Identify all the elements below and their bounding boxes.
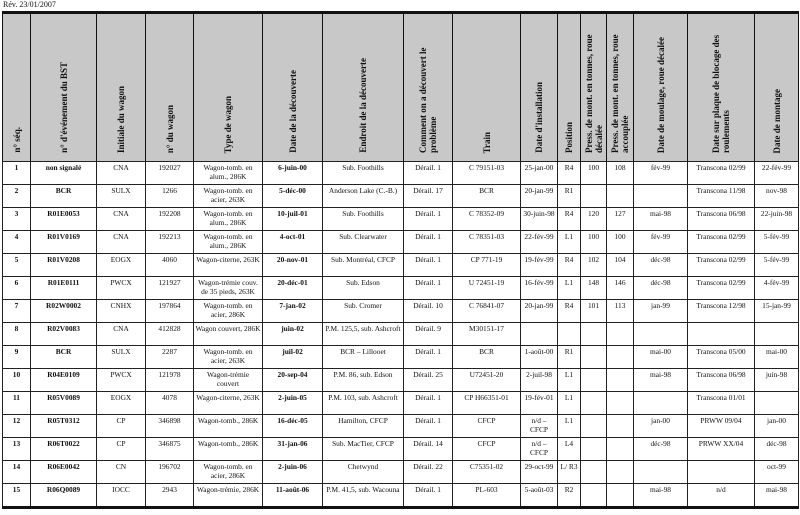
cell-press-offset [581,369,607,392]
header-col-how-discovered [404,13,453,162]
cell-train: C 79151-03 [453,162,521,185]
cell-car-initial: CNA [97,323,146,346]
cell-press-offset [581,484,607,508]
cell-car-number: 192213 [146,231,194,254]
revision-date: Rév. 23/01/2007 [3,0,56,9]
cell-car-type: Wagon-tomb. en acier, 286K [194,300,263,323]
cell-bearing-plate-date: Transcona 06/98 [688,369,755,392]
cell-discovery-date: 20-sep-04 [263,369,323,392]
cell-discovery-date: 11-août-06 [263,484,323,508]
cell-car-number: 1266 [146,185,194,208]
cell-install-date: 19-fév-01 [521,392,558,415]
header-col-position [558,13,581,162]
header-label: n° d'événement du BST [58,62,69,153]
cell-car-type: Wagon-tomb. en alum., 286K [194,208,263,231]
cell-cast-date: jan-99 [634,300,688,323]
cell-bearing-plate-date: Transcona 02/99 [688,277,755,300]
cell-bearing-plate-date: Transcona 02/99 [688,162,755,185]
cell-car-type: Wagon-tomb. en acier, 263K [194,346,263,369]
cell-mount-date: déc-98 [755,438,799,461]
cell-how-discovered: Dérail. 1 [404,231,453,254]
cell-bst-number: R06Q0089 [31,484,97,508]
table-row [3,415,799,438]
cell-bst-number: R01V0208 [31,254,97,277]
header-label: Date de la découverte [287,70,298,153]
table-row [3,438,799,461]
table-row [3,346,799,369]
cell-car-type: Wagon-citerne, 263K [194,392,263,415]
cell-discovery-location: Sub. Montréal, CFCP [323,254,404,277]
cell-press-mated [607,323,634,346]
cell-discovery-location: BCR – Lillooet [323,346,404,369]
cell-car-number: 196702 [146,461,194,484]
cell-mount-date: 22-juin-98 [755,208,799,231]
cell-train: CP H66351-01 [453,392,521,415]
cell-discovery-date: 2-juin-05 [263,392,323,415]
cell-position: L1 [558,392,581,415]
cell-how-discovered: Dérail. 25 [404,369,453,392]
cell-mount-date: 15-jan-99 [755,300,799,323]
cell-car-number: 2287 [146,346,194,369]
cell-position: R2 [558,484,581,508]
cell-position: L1 [558,277,581,300]
cell-car-type: Wagon-tomb. en alum., 286K [194,231,263,254]
cell-car-initial: IOCC [97,484,146,508]
header-label: Comment on a découvert le problème [418,47,438,153]
cell-car-number: 121978 [146,369,194,392]
cell-how-discovered: Dérail. 9 [404,323,453,346]
header-col-bst-number [31,13,97,162]
cell-discovery-date: 2-juin-06 [263,461,323,484]
cell-bst-number: R04E0109 [31,369,97,392]
cell-bst-number: R01E0111 [31,277,97,300]
table-row [3,369,799,392]
header-label: n° séq. [11,127,22,153]
cell-train: BCR [453,346,521,369]
cell-press-mated [607,415,634,438]
cell-car-initial: PWCX [97,277,146,300]
cell-bst-number: R06E0042 [31,461,97,484]
header-col-press-offset [581,13,607,162]
cell-press-mated: 127 [607,208,634,231]
cell-train: CFCP [453,415,521,438]
header-col-bearing-plate-date [688,13,755,162]
cell-press-offset [581,438,607,461]
cell-mount-date: mai-98 [755,484,799,508]
table-row [3,323,799,346]
cell-how-discovered: Dérail. 22 [404,461,453,484]
cell-bst-number: BCR [31,185,97,208]
cell-mount-date: juin-98 [755,369,799,392]
cell-bearing-plate-date: Transcona 02/99 [688,231,755,254]
cell-train: C75351-02 [453,461,521,484]
cell-bearing-plate-date: n/d [688,484,755,508]
cell-car-initial: SULX [97,346,146,369]
cell-car-initial: CN [97,461,146,484]
cell-press-offset: 100 [581,162,607,185]
header-row [3,13,799,162]
cell-train: M30151-17 [453,323,521,346]
cell-car-initial: CP [97,438,146,461]
table-row [3,300,799,323]
cell-train: C 78351-03 [453,231,521,254]
table-row [3,461,799,484]
cell-cast-date: mai-98 [634,208,688,231]
cell-car-number: 346875 [146,438,194,461]
cell-discovery-date: 7-jan-02 [263,300,323,323]
cell-cast-date: fév-99 [634,231,688,254]
cell-seq: 8 [3,323,31,346]
cell-press-offset [581,461,607,484]
cell-bearing-plate-date: Transcona 12/98 [688,300,755,323]
cell-discovery-date: juil-02 [263,346,323,369]
header-col-car-number [146,13,194,162]
cell-install-date: n/d – CFCP [521,415,558,438]
cell-press-offset [581,323,607,346]
cell-press-offset: 120 [581,208,607,231]
cell-car-initial: EOGX [97,254,146,277]
cell-mount-date: oct-99 [755,461,799,484]
cell-press-mated: 108 [607,162,634,185]
cell-car-number: 192208 [146,208,194,231]
cell-bearing-plate-date [688,461,755,484]
cell-mount-date [755,323,799,346]
cell-press-mated: 104 [607,254,634,277]
cell-mount-date: 5-fév-99 [755,254,799,277]
cell-car-type: Wagon-tomb. en acier, 286K [194,461,263,484]
header-col-train [453,13,521,162]
header-label: Date d'installation [534,82,544,153]
cell-cast-date [634,461,688,484]
cell-car-initial: CNA [97,208,146,231]
cell-install-date: 29-oct-99 [521,461,558,484]
cell-press-offset [581,392,607,415]
cell-position: R1 [558,185,581,208]
header-col-cast-date [634,13,688,162]
cell-bearing-plate-date: Transcona 01/01 [688,392,755,415]
header-col-press-mated [607,13,634,162]
cell-position: R4 [558,300,581,323]
cell-car-number: 121927 [146,277,194,300]
cell-cast-date [634,323,688,346]
cell-car-number: 4078 [146,392,194,415]
header-label: Date de montage [771,88,782,153]
cell-position: L/ R3 [558,461,581,484]
table-row [3,162,799,185]
cell-position: R1 [558,346,581,369]
cell-car-type: Wagon-tomb., 286K [194,438,263,461]
cell-seq: 12 [3,415,31,438]
cell-cast-date: mai-98 [634,369,688,392]
cell-car-initial: PWCX [97,369,146,392]
table-row [3,484,799,508]
cell-seq: 3 [3,208,31,231]
cell-seq: 1 [3,162,31,185]
header-col-seq [3,13,31,162]
cell-seq: 7 [3,300,31,323]
cell-train: PL-603 [453,484,521,508]
table-row [3,277,799,300]
cell-position: L4 [558,438,581,461]
cell-car-initial: CNHX [97,300,146,323]
cell-bearing-plate-date [688,323,755,346]
cell-position: R4 [558,208,581,231]
cell-car-number: 192027 [146,162,194,185]
cell-position: R4 [558,162,581,185]
cell-car-number: 412828 [146,323,194,346]
cell-train: BCR [453,185,521,208]
cell-install-date [521,323,558,346]
cell-press-offset [581,185,607,208]
cell-bst-number: R05T0312 [31,415,97,438]
header-label: Position [564,121,574,153]
cell-discovery-location: Chetwynd [323,461,404,484]
cell-discovery-location: Anderson Lake (C.-B.) [323,185,404,208]
cell-car-initial: SULX [97,185,146,208]
cell-install-date: 19-fév-99 [521,254,558,277]
cell-bst-number: R05V0089 [31,392,97,415]
cell-train: U 72451-19 [453,277,521,300]
cell-press-mated [607,461,634,484]
cell-discovery-date: 4-oct-01 [263,231,323,254]
table-row [3,392,799,415]
header-col-mount-date [755,13,799,162]
cell-seq: 9 [3,346,31,369]
cell-discovery-location: Sub. Cromer [323,300,404,323]
cell-seq: 5 [3,254,31,277]
cell-car-type: Wagon-citerne, 263K [194,254,263,277]
cell-cast-date: mai-00 [634,346,688,369]
cell-seq: 11 [3,392,31,415]
cell-car-type: Wagon couvert, 286K [194,323,263,346]
cell-bst-number: R01V0169 [31,231,97,254]
header-label: Press. de mont. en tonnes, roue accouplée [610,34,630,153]
cell-cast-date: déc-98 [634,438,688,461]
cell-car-type: Wagon-trémie couvert [194,369,263,392]
cell-discovery-location: Sub. MacTier, CFCP [323,438,404,461]
cell-cast-date [634,392,688,415]
cell-bearing-plate-date: Transcona 02/99 [688,254,755,277]
header-label: Date sur plaque de blocage des roulements [711,34,731,153]
cell-car-type: Wagon-tomb. en acier, 263K [194,185,263,208]
cell-car-number: 346898 [146,415,194,438]
cell-seq: 4 [3,231,31,254]
cell-mount-date: mai-00 [755,346,799,369]
cell-press-mated [607,346,634,369]
cell-cast-date: mai-98 [634,484,688,508]
cell-car-number: 197864 [146,300,194,323]
cell-mount-date: 5-fév-99 [755,231,799,254]
cell-bst-number: R06T0022 [31,438,97,461]
cell-press-mated: 100 [607,231,634,254]
cell-position: L1 [558,231,581,254]
cell-seq: 10 [3,369,31,392]
table-body [3,162,799,508]
cell-how-discovered: Dérail. 1 [404,415,453,438]
cell-discovery-location: P.M. 103, sub. Ashcroft [323,392,404,415]
header-label: Press. de mont. en tonnes, roue décalée [583,34,604,153]
cell-position: R4 [558,254,581,277]
cell-discovery-location: Sub. Edson [323,277,404,300]
cell-car-number: 2943 [146,484,194,508]
cell-seq: 15 [3,484,31,508]
table-row [3,254,799,277]
header-col-car-type [194,13,263,162]
cell-mount-date: nov-98 [755,185,799,208]
cell-discovery-date: 20-nov-01 [263,254,323,277]
cell-discovery-location: P.M. 41,5, sub. Wacouna [323,484,404,508]
cell-install-date: 20-jan-99 [521,185,558,208]
header-col-discovery-date [263,13,323,162]
cell-cast-date: fév-99 [634,162,688,185]
wheel-incident-table [2,11,799,509]
cell-car-initial: CP [97,415,146,438]
cell-discovery-location: Hamilton, CFCP [323,415,404,438]
cell-press-offset: 100 [581,231,607,254]
cell-train: CP 771-19 [453,254,521,277]
cell-press-offset: 148 [581,277,607,300]
cell-how-discovered: Dérail. 1 [404,392,453,415]
cell-press-offset [581,415,607,438]
cell-how-discovered: Dérail. 1 [404,484,453,508]
cell-car-initial: EOGX [97,392,146,415]
cell-cast-date: déc-98 [634,277,688,300]
cell-position: L1 [558,415,581,438]
cell-how-discovered: Dérail. 1 [404,277,453,300]
cell-install-date: 1-août-00 [521,346,558,369]
cell-discovery-date: 10-juil-01 [263,208,323,231]
cell-install-date: 20-jan-99 [521,300,558,323]
cell-how-discovered: Dérail. 1 [404,208,453,231]
cell-how-discovered: Dérail. 10 [404,300,453,323]
cell-bst-number: R02W0002 [31,300,97,323]
cell-discovery-location: Sub. Foothills [323,208,404,231]
cell-press-mated [607,185,634,208]
cell-bst-number: non signalé [31,162,97,185]
cell-discovery-date: 16-déc-05 [263,415,323,438]
table-row [3,231,799,254]
cell-car-initial: CNA [97,162,146,185]
cell-cast-date: déc-98 [634,254,688,277]
cell-position: L1 [558,369,581,392]
cell-train: C 76841-07 [453,300,521,323]
cell-how-discovered: Dérail. 17 [404,185,453,208]
cell-press-mated: 113 [607,300,634,323]
cell-press-mated [607,484,634,508]
cell-how-discovered: Dérail. 1 [404,346,453,369]
cell-mount-date: jan-00 [755,415,799,438]
cell-seq: 14 [3,461,31,484]
header-label: n° du wagon [164,104,175,153]
cell-bst-number: BCR [31,346,97,369]
cell-cast-date: jan-00 [634,415,688,438]
cell-discovery-date: 20-déc-01 [263,277,323,300]
cell-install-date: 5-août-03 [521,484,558,508]
cell-mount-date [755,392,799,415]
cell-bearing-plate-date: PRWW 09/04 [688,415,755,438]
header-label: Train [481,131,492,153]
cell-discovery-location: P.M. 86, sub. Edson [323,369,404,392]
cell-press-mated [607,369,634,392]
cell-install-date: n/d – CFCP [521,438,558,461]
cell-how-discovered: Dérail. 14 [404,438,453,461]
cell-train: U72451-20 [453,369,521,392]
cell-seq: 13 [3,438,31,461]
cell-discovery-date: 6-juin-00 [263,162,323,185]
cell-discovery-date: juin-02 [263,323,323,346]
cell-install-date: 30-juin-98 [521,208,558,231]
cell-how-discovered: Dérail. 1 [404,254,453,277]
table-row [3,208,799,231]
header-label: Date de moulage, roue décalée [655,36,666,153]
cell-install-date: 2-juil-98 [521,369,558,392]
cell-car-type: Wagon-tomb., 286K [194,415,263,438]
cell-car-type: Wagon-tomb. en alum., 286K [194,162,263,185]
cell-bst-number: R01E0053 [31,208,97,231]
header-label: Endroit de la découverte [358,58,368,153]
cell-press-offset: 102 [581,254,607,277]
cell-bearing-plate-date: Transcona 06/98 [688,208,755,231]
cell-discovery-location: Sub. Clearwater [323,231,404,254]
header-col-car-initial [97,13,146,162]
table-row [3,185,799,208]
cell-bearing-plate-date: Transcona 05/00 [688,346,755,369]
cell-seq: 6 [3,277,31,300]
cell-train: C 78352-09 [453,208,521,231]
cell-mount-date: 4-fév-99 [755,277,799,300]
cell-press-offset: 101 [581,300,607,323]
header-col-discovery-location [323,13,404,162]
cell-car-type: Wagon-trémie couv. de 35 pieds, 263K [194,277,263,300]
cell-discovery-location: Sub. Foothills [323,162,404,185]
cell-bst-number: R02V0083 [31,323,97,346]
cell-press-mated [607,392,634,415]
cell-press-mated: 146 [607,277,634,300]
cell-bearing-plate-date: PRWW XX/04 [688,438,755,461]
header-label: Type de wagon [223,95,233,153]
cell-press-offset [581,346,607,369]
cell-discovery-date: 5-déc-00 [263,185,323,208]
cell-install-date: 22-fév-99 [521,231,558,254]
cell-car-number: 4060 [146,254,194,277]
cell-cast-date [634,185,688,208]
cell-discovery-date: 31-jan-06 [263,438,323,461]
cell-install-date: 16-fév-99 [521,277,558,300]
cell-car-initial: CNA [97,231,146,254]
cell-install-date: 25-jan-00 [521,162,558,185]
cell-train: CFCP [453,438,521,461]
cell-seq: 2 [3,185,31,208]
cell-how-discovered: Dérail. 1 [404,162,453,185]
cell-mount-date: 22-fév-99 [755,162,799,185]
cell-press-mated [607,438,634,461]
header-col-install-date [521,13,558,162]
cell-discovery-location: P.M. 125,5, sub. Ashcroft [323,323,404,346]
cell-bearing-plate-date: Transcona 11/98 [688,185,755,208]
cell-position [558,323,581,346]
header-label: Initiale du wagon [116,85,126,153]
cell-car-type: Wagon-trémie, 286K [194,484,263,508]
